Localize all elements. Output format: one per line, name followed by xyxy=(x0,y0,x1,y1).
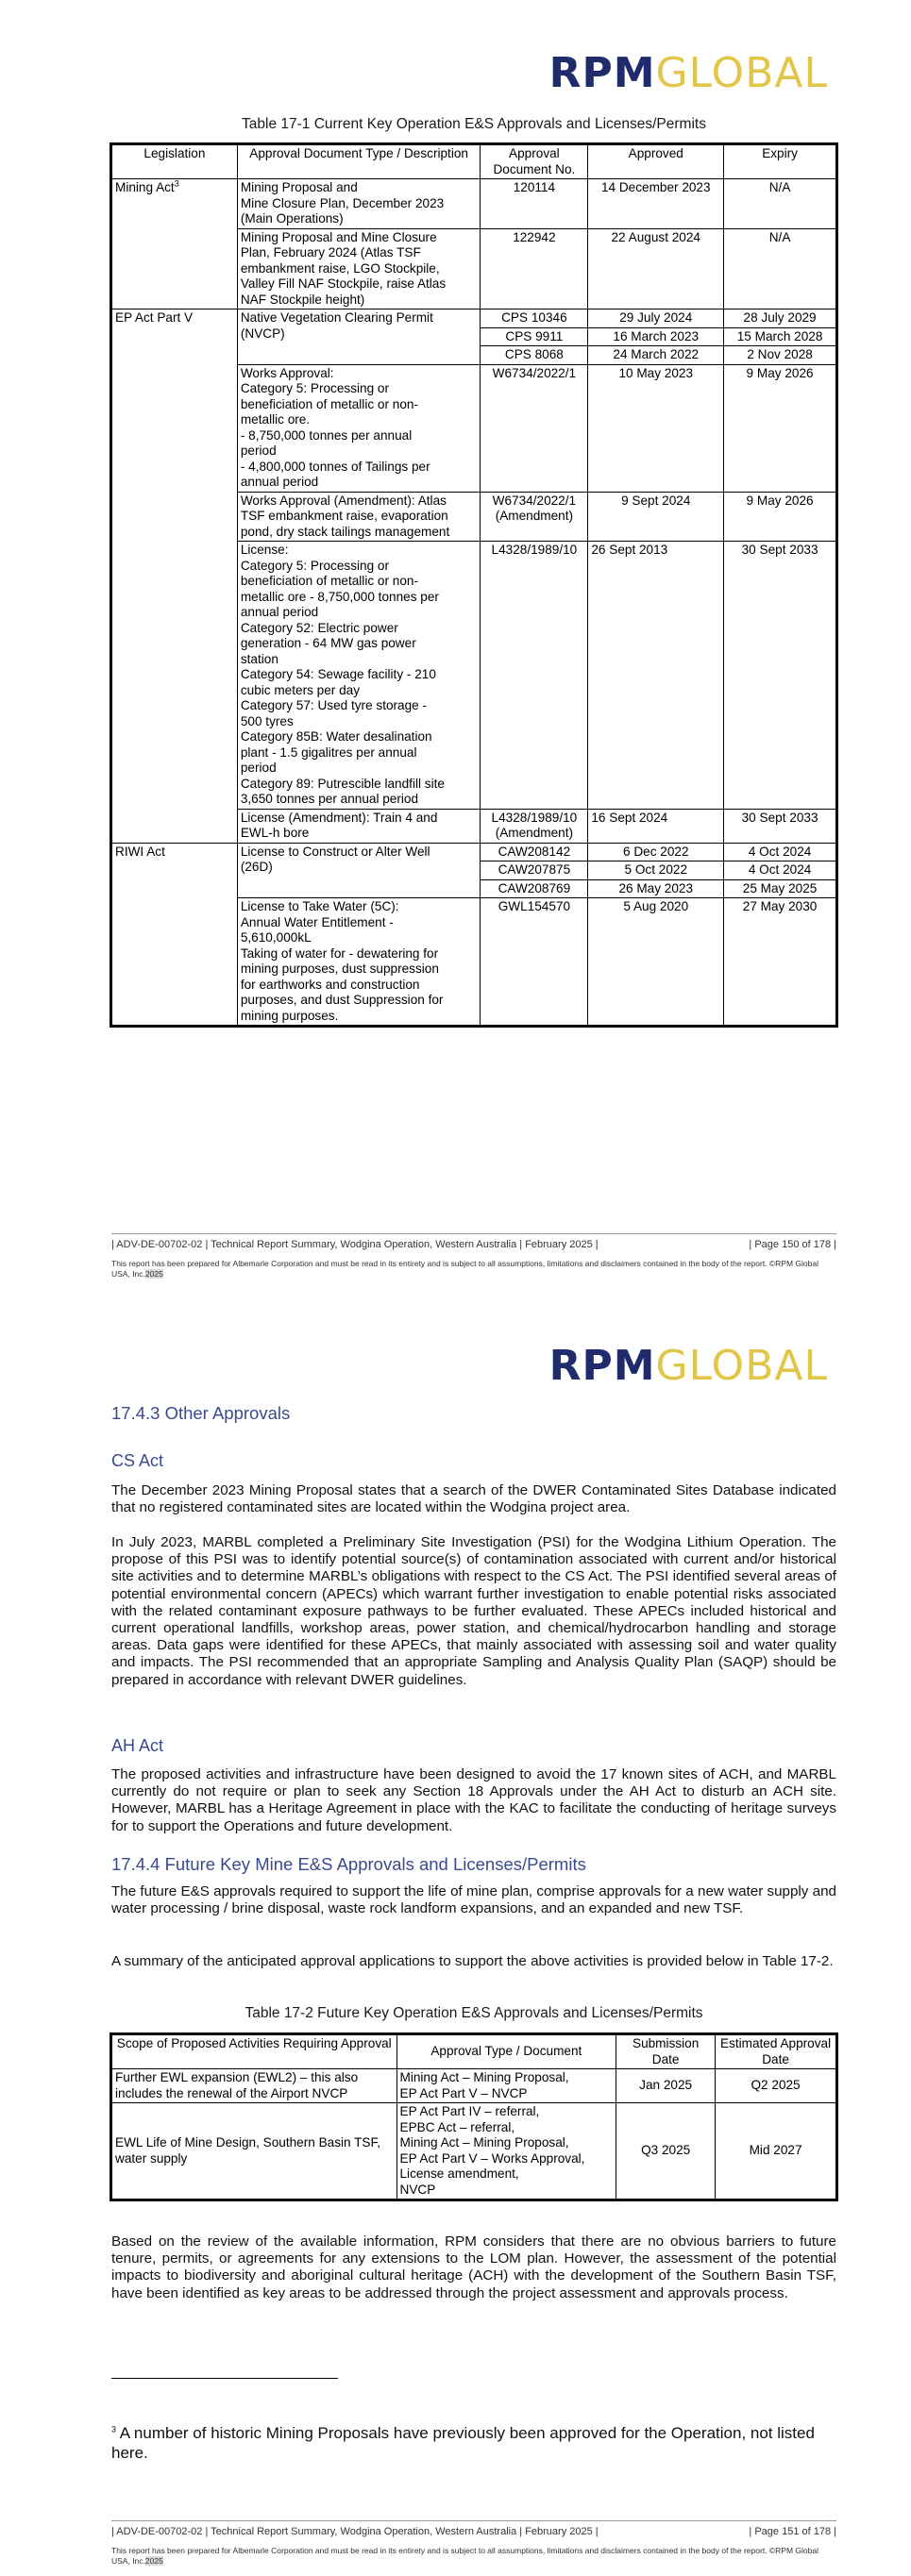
expiry-cell: 2 Nov 2028 xyxy=(724,346,836,365)
approved-cell: 16 March 2023 xyxy=(588,327,724,346)
table-row xyxy=(112,179,836,229)
table-row xyxy=(112,492,836,542)
header-submission-date: Submission Date xyxy=(616,2035,716,2069)
paragraph-conclusion: Based on the review of the available information, RPM considers that there are no obvious barriers to future tenure, permits, or agreements for any extensions to the LOM plan. However, the assessment of the potential impacts to biodiversity and aboriginal cultural heritage (ACH) with the development of the Southern Basin TSF, have been identified as key areas to be addressed through the project assessment and approvals process. xyxy=(111,2233,836,2301)
table-header-row xyxy=(112,2035,836,2069)
subheading-ah-act: AH Act xyxy=(111,1736,164,1755)
approval-type-cell: EP Act Part IV – referral, EPBC Act – referral, Mining Act – Mining Proposal, EP Act Part V – Works Approval, License amendment, NVCP xyxy=(396,2103,616,2200)
approval-date-cell: Q2 2025 xyxy=(716,2069,836,2103)
page-151 xyxy=(0,1302,911,2576)
header-estimated-approval: Estimated Approval Date xyxy=(716,2035,836,2069)
footer-disclaimer: This report has been prepared for Albemarle Corporation and must be read in its entirety and is subject to all assumptions, limitations and disclaimers contained in the body of the report. ©RPM Global USA, Inc.2025 xyxy=(111,1259,818,1279)
footer-doc-info: | ADV-DE-00702-02 | Technical Report Summary, Wodgina Operation, Western Australia | February 2025 | xyxy=(111,2526,599,2537)
legislation-cell xyxy=(112,898,238,1026)
legislation-cell xyxy=(112,879,238,898)
table-row xyxy=(112,809,836,843)
doc-no-cell: CAW208142 xyxy=(481,843,588,861)
expiry-cell: 9 May 2026 xyxy=(724,492,836,542)
doc-no-cell: 122942 xyxy=(481,228,588,309)
subheading-cs-act: CS Act xyxy=(111,1451,164,1470)
description-cell: License to Take Water (5C): Annual Water Entitlement - 5,610,000kL Taking of water for - dewatering for mining purposes, dust suppression for earthworks and construction purposes, and dust Suppression for mining purposes. xyxy=(237,898,481,1026)
approved-cell: 10 May 2023 xyxy=(588,364,724,492)
approved-cell: 22 August 2024 xyxy=(588,228,724,309)
approved-cell: 16 Sept 2024 xyxy=(588,809,724,843)
expiry-cell: 28 July 2029 xyxy=(724,309,836,328)
table-17-2 xyxy=(111,2034,836,2200)
doc-no-cell: W6734/2022/1 (Amendment) xyxy=(481,492,588,542)
footer-doc-info: | ADV-DE-00702-02 | Technical Report Summary, Wodgina Operation, Western Australia | February 2025 | xyxy=(111,1239,599,1250)
header-approval-type: Approval Type / Document xyxy=(396,2035,616,2069)
table-row xyxy=(112,843,836,861)
paragraph-ah: The proposed activities and infrastructure have been designed to avoid the 17 known sites of ACH, and MARBL currently do not require or plan to seek any Section 18 Approvals under the AH Act to disturb an ACH site. However, MARBL has a Heritage Agreement in place with the KAC to facilitate the conducting of heritage surveys for to support the Operations and future development. xyxy=(111,1766,836,1834)
header-scope: Scope of Proposed Activities Requiring Approval xyxy=(112,2035,397,2069)
legislation-cell xyxy=(112,228,238,309)
approval-type-cell: Mining Act – Mining Proposal, EP Act Part V – NVCP xyxy=(396,2069,616,2103)
doc-no-cell: CAW208769 xyxy=(481,879,588,898)
approval-date-cell: Mid 2027 xyxy=(716,2103,836,2200)
approved-cell: 9 Sept 2024 xyxy=(588,492,724,542)
footnote-divider xyxy=(111,2378,338,2379)
description-cell: Works Approval (Amendment): Atlas TSF embankment raise, evaporation pond, dry stack tailings management xyxy=(237,492,481,542)
legislation-cell xyxy=(112,861,238,880)
table-row xyxy=(112,364,836,492)
footer-page-number: | Page 150 of 178 | xyxy=(749,1239,836,1250)
header-description: Approval Document Type / Description xyxy=(237,145,481,179)
table-row xyxy=(112,228,836,309)
doc-no-cell: CPS 9911 xyxy=(481,327,588,346)
doc-no-cell: L4328/1989/10 xyxy=(481,542,588,810)
page-footer xyxy=(111,2526,836,2537)
footer-page-number: | Page 151 of 178 | xyxy=(749,2526,836,2537)
expiry-cell: 25 May 2025 xyxy=(724,879,836,898)
expiry-cell: 4 Oct 2024 xyxy=(724,861,836,880)
description-cell: License (Amendment): Train 4 and EWL-h bore xyxy=(237,809,481,843)
legislation-cell: EP Act Part V xyxy=(112,309,238,328)
approved-cell: 5 Oct 2022 xyxy=(588,861,724,880)
doc-no-cell: CPS 8068 xyxy=(481,346,588,365)
approved-cell: 5 Aug 2020 xyxy=(588,898,724,1026)
legislation-cell xyxy=(112,492,238,542)
description-cell: Works Approval: Category 5: Processing or beneficiation of metallic or non- metallic ore. - 8,750,000 tonnes per annual period - 4,800,000 tonnes of Tailings per annual period xyxy=(237,364,481,492)
footer-disclaimer: This report has been prepared for Albemarle Corporation and must be read in its entirety and is subject to all assumptions, limitations and disclaimers contained in the body of the report. ©RPM Global USA, Inc.2025 xyxy=(111,2546,818,2566)
description-cell: Mining Proposal and Mine Closure Plan, February 2024 (Atlas TSF embankment raise, LGO Stockpile, Valley Fill NAF Stockpile, raise Atlas NAF Stockpile height) xyxy=(237,228,481,309)
header-legislation: Legislation xyxy=(112,145,238,179)
table-row xyxy=(112,309,836,328)
approved-cell: 14 December 2023 xyxy=(588,179,724,229)
expiry-cell: 4 Oct 2024 xyxy=(724,843,836,861)
legislation-cell xyxy=(112,809,238,843)
table-row xyxy=(112,2103,836,2200)
doc-no-cell: L4328/1989/10 (Amendment) xyxy=(481,809,588,843)
legislation-cell xyxy=(112,346,238,365)
header-doc-no: Approval Document No. xyxy=(481,145,588,179)
table-header-row xyxy=(112,145,836,179)
expiry-cell: 30 Sept 2033 xyxy=(724,809,836,843)
section-heading-17-4-3: 17.4.3 Other Approvals xyxy=(111,1403,291,1423)
expiry-cell: 15 March 2028 xyxy=(724,327,836,346)
doc-no-cell: GWL154570 xyxy=(481,898,588,1026)
footnote-3: $^3$ A number of historic Mining Proposals have previously been approved for the Operation, not listed here. xyxy=(111,2424,815,2462)
section-heading-17-4-4: 17.4.4 Future Key Mine E&S Approvals and Licenses/Permits xyxy=(111,1854,586,1874)
legislation-cell: RIWI Act xyxy=(112,843,238,861)
table-row xyxy=(112,2069,836,2103)
doc-no-cell: 120114 xyxy=(481,179,588,229)
rpm-global-logo: RPMGLOBAL xyxy=(548,49,828,97)
table-17-1 xyxy=(111,144,836,1026)
expiry-cell: 9 May 2026 xyxy=(724,364,836,492)
expiry-cell: N/A xyxy=(724,228,836,309)
expiry-cell: 27 May 2030 xyxy=(724,898,836,1026)
page-footer xyxy=(111,1239,836,1250)
description-cell: Native Vegetation Clearing Permit (NVCP) xyxy=(237,309,481,365)
footer-divider xyxy=(111,1233,836,1234)
expiry-cell: N/A xyxy=(724,179,836,229)
legislation-cell xyxy=(112,364,238,492)
rpm-global-logo: RPMGLOBAL xyxy=(548,1342,828,1390)
submission-date-cell: Q3 2025 xyxy=(616,2103,716,2200)
description-cell: Mining Proposal and Mine Closure Plan, December 2023 (Main Operations) xyxy=(237,179,481,229)
scope-cell: EWL Life of Mine Design, Southern Basin TSF, water supply xyxy=(112,2103,397,2200)
legislation-cell xyxy=(112,327,238,346)
legislation-cell: Mining Act$^3$ xyxy=(112,179,238,229)
doc-no-cell: CAW207875 xyxy=(481,861,588,880)
header-expiry: Expiry xyxy=(724,145,836,179)
table-row xyxy=(112,898,836,1026)
description-cell: License: Category 5: Processing or beneficiation of metallic or non- metallic ore - 8,750,000 tonnes per annual period Category 52: Electric power generation - 64 MW gas power station Category 54: Sewage facility - 210 cubic meters per day Category 57: Used tyre storage - 500 tyres Category 85B: Water desalination plant - 1.5 gigalitres per annual period Category 89: Putrescible landfill site 3,650 tonnes per annual period xyxy=(237,542,481,810)
table-row xyxy=(112,542,836,810)
approved-cell: 26 May 2023 xyxy=(588,879,724,898)
paragraph-cs-2: In July 2023, MARBL completed a Preliminary Site Investigation (PSI) for the Wodgina Lithium Operation. The propose of this PSI was to identify potential source(s) of contamination associated with current and/or historical site activities and to determine MARBL’s obligations with respect to the CS Act. The PSI identified several areas of potential environmental concern (APECs) which warrant further investigation to enable potential risks associated with the related contaminant exposure pathways to be further evaluated. These APECs included historical and current operational landfills, workshop areas, power station, and chemical/hydrocarbon handling and storage areas. Data gaps were identified for these APECs, that mainly associated with assessing soil and water quality and impacts. The PSI recommended that an appropriate Sampling and Analysis Quality Plan (SAQP) should be prepared in accordance with relevant DWER guidelines. xyxy=(111,1534,836,1688)
paragraph-future-2: A summary of the anticipated approval applications to support the above activities is provided below in Table 17-2. xyxy=(111,1953,834,1969)
table-17-1-caption: Table 17-1 Current Key Operation E&S Approvals and Licenses/Permits xyxy=(242,116,706,132)
footer-divider xyxy=(111,2520,836,2521)
paragraph-future-1: The future E&S approvals required to support the life of mine plan, comprise approvals for a new water supply and water processing / brine disposal, waste rock landform expansions, and an expanded and new TSF. xyxy=(111,1883,836,1917)
approved-cell: 24 March 2022 xyxy=(588,346,724,365)
approved-cell: 26 Sept 2013 xyxy=(588,542,724,810)
paragraph-cs-1: The December 2023 Mining Proposal states that a search of the DWER Contaminated Sites Database indicated that no registered contaminated sites are located within the Wodgina project area. xyxy=(111,1482,836,1516)
scope-cell: Further EWL expansion (EWL2) – this also includes the renewal of the Airport NVCP xyxy=(112,2069,397,2103)
approved-cell: 6 Dec 2022 xyxy=(588,843,724,861)
expiry-cell: 30 Sept 2033 xyxy=(724,542,836,810)
doc-no-cell: W6734/2022/1 xyxy=(481,364,588,492)
description-cell: License to Construct or Alter Well (26D) xyxy=(237,843,481,898)
legislation-cell xyxy=(112,542,238,810)
table-17-2-caption: Table 17-2 Future Key Operation E&S Approvals and Licenses/Permits xyxy=(245,2005,703,2021)
doc-no-cell: CPS 10346 xyxy=(481,309,588,328)
submission-date-cell: Jan 2025 xyxy=(616,2069,716,2103)
header-approved: Approved xyxy=(588,145,724,179)
approved-cell: 29 July 2024 xyxy=(588,309,724,328)
